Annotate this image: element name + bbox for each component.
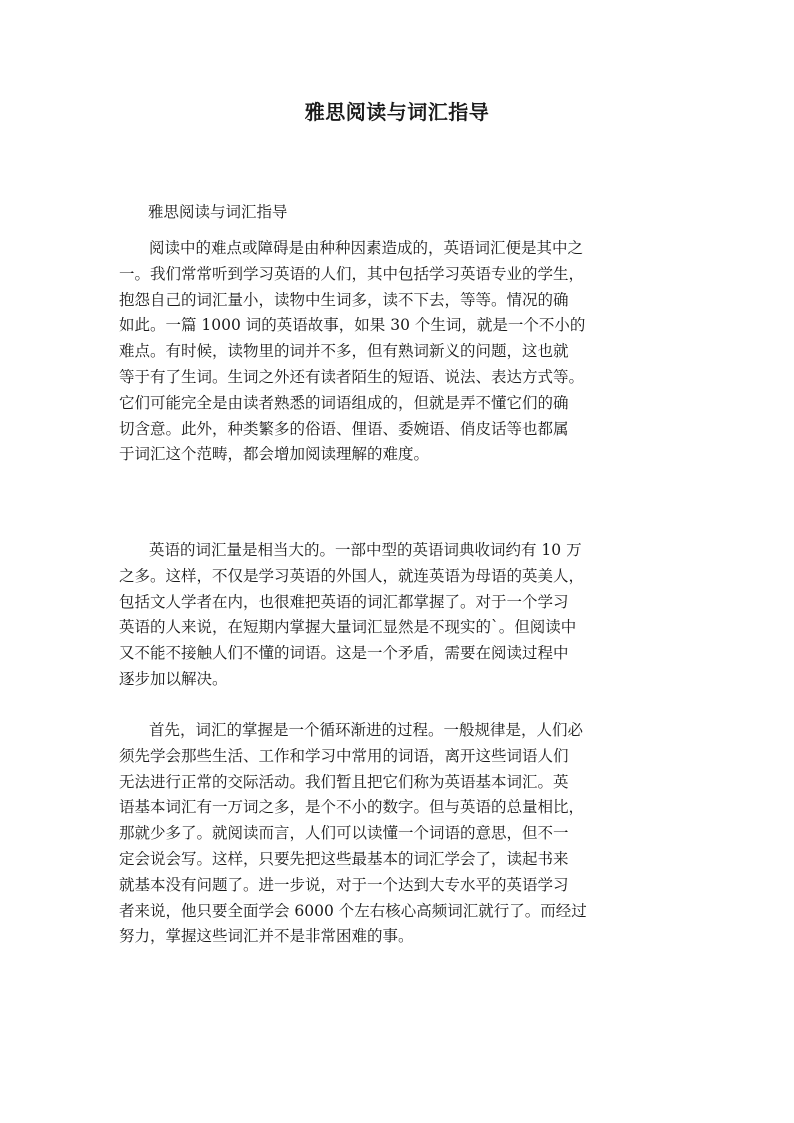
- document-subtitle: 雅思阅读与词汇指导: [148, 203, 288, 221]
- paragraph-line: 于词汇这个范畴，都会增加阅读理解的难度。: [119, 445, 430, 464]
- paragraph-line: 阅读中的难点或障碍是由种种因素造成的，英语词汇便是其中之: [149, 239, 584, 257]
- paragraph-line: 切含意。此外，种类繁多的俗语、俚语、委婉语、俏皮话等也都属: [119, 419, 569, 438]
- paragraph-line: 语基本词汇有一万词之多，是个不小的数字。但与英语的总量相比，: [119, 798, 585, 817]
- paragraph-line: 等于有了生词。生词之外还有读者陌生的短语、说法、表达方式等。: [119, 367, 585, 386]
- paragraph-line: 努力，掌握这些词汇并不是非常困难的事。: [119, 927, 414, 946]
- document-title: 雅思阅读与词汇指导: [304, 100, 490, 124]
- paragraph-line: 它们可能完全是由读者熟悉的词语组成的，但就是弄不懂它们的确: [119, 393, 569, 412]
- paragraph-line: 者来说，他只要全面学会 6000 个左右核心高频词汇就行了。而经过: [119, 901, 587, 920]
- paragraph-line: 又不能不接触人们不懂的词语。这是一个矛盾，需要在阅读过程中: [119, 644, 569, 663]
- paragraph-line: 无法进行正常的交际活动。我们暂且把它们称为英语基本词汇。英: [119, 772, 569, 791]
- paragraph-line: 首先，词汇的掌握是一个循环渐进的过程。一般规律是，人们必: [149, 721, 584, 739]
- paragraph-line: 就基本没有问题了。进一步说，对于一个达到大专水平的英语学习: [119, 875, 569, 894]
- paragraph-line: 如此。一篇 1000 词的英语故事，如果 30 个生词，就是一个不小的: [119, 316, 586, 335]
- paragraph-line: 英语的人来说，在短期内掌握大量词汇显然是不现实的`。但阅读中: [119, 618, 577, 637]
- paragraph-line: 抱怨自己的词汇量小，读物中生词多，读不下去，等等。情况的确: [119, 290, 569, 309]
- paragraph-line: 定会说会写。这样，只要先把这些最基本的词汇学会了，读起书来: [119, 849, 569, 868]
- paragraph-line: 难点。有时候，读物里的词并不多，但有熟词新义的问题，这也就: [119, 342, 569, 361]
- paragraph-line: 英语的词汇量是相当大的。一部中型的英语词典收词约有 10 万: [149, 541, 582, 559]
- paragraph-line: 一。我们常常听到学习英语的人们，其中包括学习英语专业的学生，: [119, 264, 585, 283]
- paragraph-line: 逐步加以解决。: [119, 669, 228, 688]
- paragraph-line: 之多。这样，不仅是学习英语的外国人，就连英语为母语的英美人，: [119, 566, 585, 585]
- paragraph-line: 那就少多了。就阅读而言，人们可以读懂一个词语的意思，但不一: [119, 824, 569, 843]
- paragraph-line: 包括文人学者在内，也很难把英语的词汇都掌握了。对于一个学习: [119, 592, 569, 611]
- paragraph-2: [119, 538, 699, 693]
- paragraph-1: [119, 236, 699, 468]
- paragraph-3: [119, 718, 699, 950]
- paragraph-line: 须先学会那些生活、工作和学习中常用的词语，离开这些词语人们: [119, 746, 569, 765]
